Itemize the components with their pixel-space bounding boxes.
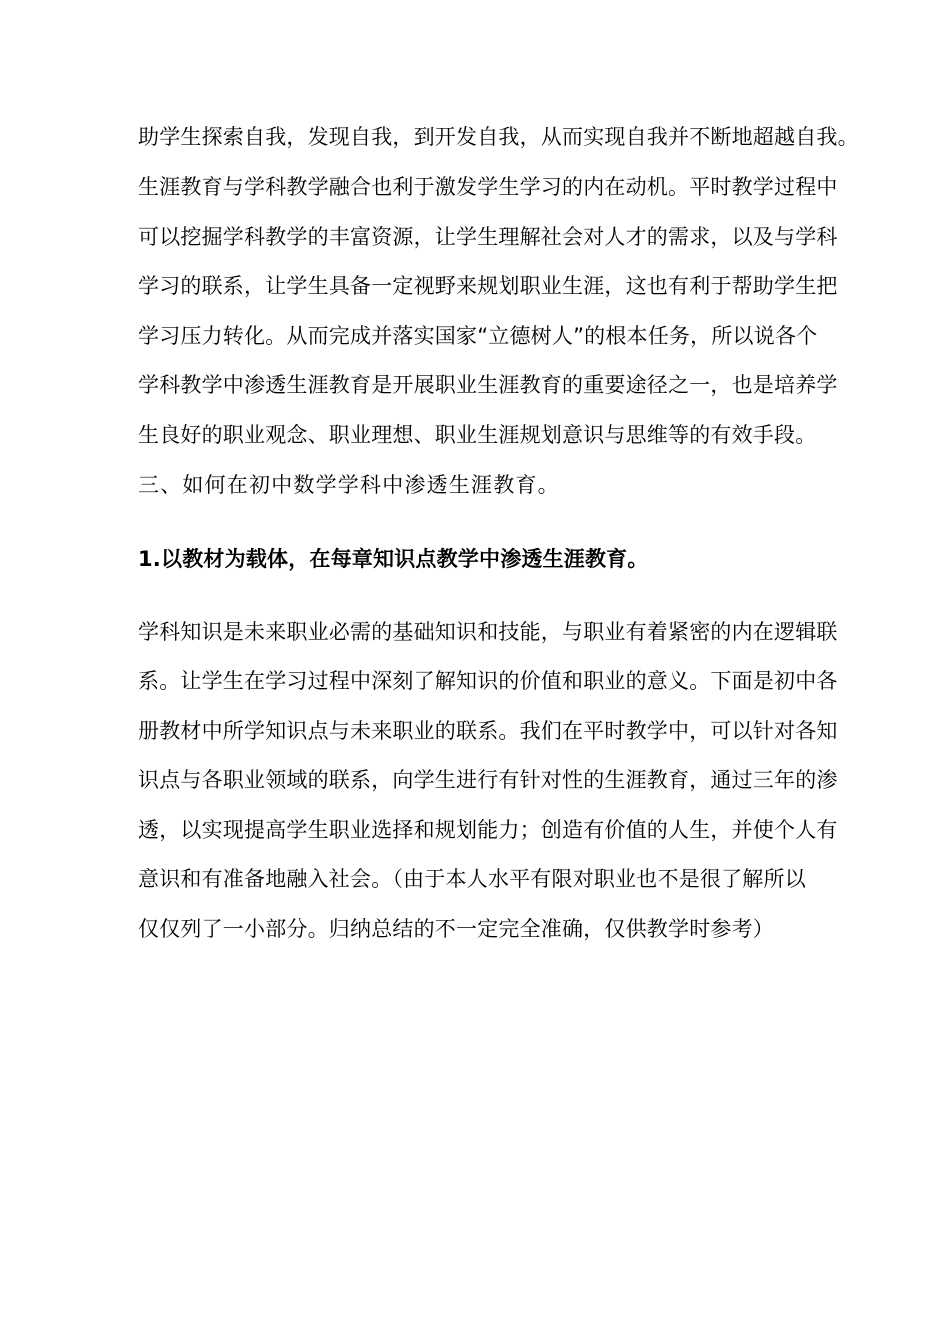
- paragraph-line: 学科教学中渗透生涯教育是开展职业生涯教育的重要途径之一，也是培养学: [138, 373, 838, 397]
- paragraph-line: 系。让学生在学习过程中深刻了解知识的价值和职业的意义。下面是初中各: [138, 669, 838, 693]
- paragraph-line: 意识和有准备地融入社会。（由于本人水平有限对职业也不是很了解所以: [138, 867, 806, 891]
- paragraph-line: 生涯教育与学科教学融合也利于激发学生学习的内在动机。平时教学过程中: [138, 175, 838, 199]
- paragraph-line: 识点与各职业领域的联系，向学生进行有针对性的生涯教育，通过三年的渗: [138, 768, 838, 792]
- paragraph-line: 助学生探索自我，发现自我，到开发自我，从而实现自我并不断地超越自我。: [138, 125, 859, 149]
- paragraph-line: 可以挖掘学科教学的丰富资源，让学生理解社会对人才的需求，以及与学科: [138, 225, 838, 249]
- paragraph-line: 透，以实现提高学生职业选择和规划能力；创造有价值的人生，并使个人有: [138, 818, 838, 842]
- paragraph-line: 学习压力转化。从而完成并落实国家“立德树人”的根本任务，所以说各个: [138, 324, 818, 348]
- section-heading: 三、如何在初中数学学科中渗透生涯教育。: [138, 473, 560, 497]
- subheading: 1.以教材为载体，在每章知识点教学中渗透生涯教育。: [138, 547, 649, 571]
- paragraph-line: 学科知识是未来职业必需的基础知识和技能，与职业有着紧密的内在逻辑联: [138, 620, 838, 644]
- paragraph-line: 学习的联系，让学生具备一定视野来规划职业生涯，这也有利于帮助学生把: [138, 274, 838, 298]
- paragraph-line: 仅仅列了一小部分。归纳总结的不一定完全准确，仅供教学时参考）: [138, 917, 774, 941]
- paragraph-line: 生良好的职业观念、职业理想、职业生涯规划意识与思维等的有效手段。: [138, 423, 817, 447]
- paragraph-line: 册教材中所学知识点与未来职业的联系。我们在平时教学中，可以针对各知: [138, 719, 838, 743]
